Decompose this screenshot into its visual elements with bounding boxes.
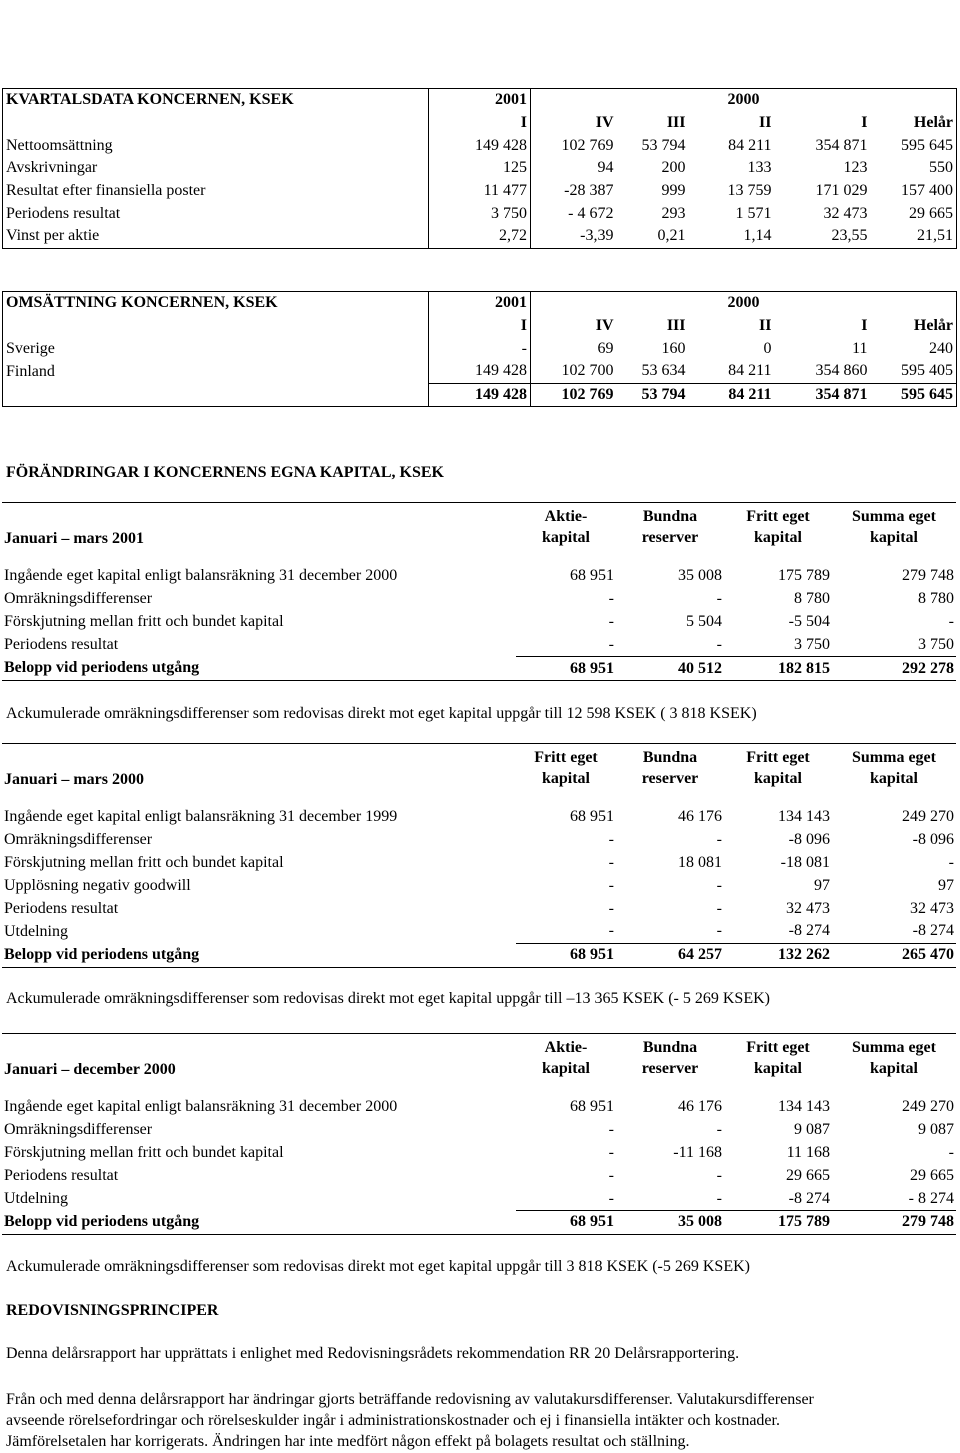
table-row: Omräkningsdifferenser - - -8 096 -8 096 — [4, 831, 954, 849]
quarter-header: Helår — [871, 112, 957, 135]
year-2000: 2000 — [531, 89, 957, 112]
period-heading: Januari – mars 2000 — [4, 771, 144, 788]
period-heading: Januari – mars 2001 — [4, 530, 144, 547]
note-text: Ackumulerade omräkningsdifferenser som redovisas direkt mot eget kapital uppgår till –13 365 KSEK (- 5 269 KSEK) — [6, 990, 770, 1007]
quarter-header: II — [759, 317, 772, 335]
table-row: Förskjutning mellan fritt och bundet kapital - 5 504 -5 504 - — [4, 612, 954, 630]
table-row: Periodens resultat 3 750 - 4 672 293 1 571 32 473 29 665 — [3, 202, 957, 225]
table-row: Nettoomsättning 149 428 102 769 53 794 84 211 354 871 595 645 — [3, 134, 957, 157]
period-heading: Januari – december 2000 — [4, 1061, 176, 1078]
table-row: Sverige - 69 160 0 11 240 — [3, 337, 957, 360]
table-row: Förskjutning mellan fritt och bundet kapital - 18 081 -18 081 - — [4, 853, 954, 871]
column-header: Aktie- kapital — [541, 508, 590, 546]
table-row-total: Belopp vid periodens utgång 68 951 35 008 175 789 279 748 — [2, 1210, 956, 1234]
table-row: Förskjutning mellan fritt och bundet kapital - -11 168 11 168 - — [4, 1143, 954, 1161]
note-text: Ackumulerade omräkningsdifferenser som redovisas direkt mot eget kapital uppgår till 12 598 KSEK ( 3 818 KSEK) — [6, 705, 757, 722]
quarter-header: IV — [595, 317, 614, 335]
kvartalsdata-title: KVARTALSDATA KONCERNEN, KSEK — [3, 89, 429, 112]
quarter-header: IV — [595, 114, 614, 132]
quarter-header: III — [666, 114, 686, 132]
table-row: Periodens resultat - - 29 665 29 665 — [4, 1166, 954, 1184]
equity-table-q1-2000 — [2, 744, 956, 968]
kvartalsdata-table — [2, 88, 957, 249]
omsattning-title: OMSÄTTNING KONCERNEN, KSEK — [3, 292, 429, 315]
quarter-header: I — [861, 317, 868, 335]
quarter-header: Helår — [871, 315, 957, 338]
paragraph-line: avseende rörelsefordringar och rörelseskulder ingår i administrationskostnader och ej i finansiella intäkter och kostnader. — [6, 1412, 780, 1429]
section-heading: REDOVISNINGSPRINCIPER — [6, 1302, 219, 1319]
equity-table-full-2000 — [2, 1034, 956, 1235]
year-2001: 2001 — [429, 89, 531, 112]
note-text: Ackumulerade omräkningsdifferenser som redovisas direkt mot eget kapital uppgår till 3 818 KSEK (-5 269 KSEK) — [6, 1258, 750, 1275]
table-row: Finland 149 428 102 700 53 634 84 211 354 860 595 405 — [3, 360, 957, 383]
forandringar-title: FÖRÄNDRINGAR I KONCERNENS EGNA KAPITAL, KSEK — [6, 464, 444, 481]
table-row: Avskrivningar 125 94 200 133 123 550 — [3, 157, 957, 180]
column-header: Fritt eget kapital — [746, 508, 810, 546]
table-row: Omräkningsdifferenser - - 9 087 9 087 — [4, 1121, 954, 1139]
column-header: Summa eget kapital — [852, 749, 936, 787]
table-row: Utdelning - - -8 274 - 8 274 — [2, 1187, 956, 1210]
quarter-header: I — [429, 315, 531, 338]
quarter-header: II — [759, 114, 772, 132]
column-header: Summa eget kapital — [852, 1039, 936, 1077]
table-row: Ingående eget kapital enligt balansräkning 31 december 2000 68 951 35 008 175 789 279 748 — [4, 567, 954, 585]
paragraph-line: Från och med denna delårsrapport har ändringar gjorts beträffande redovisning av valutakursdifferenser. Valutakursdifferenser — [6, 1391, 814, 1408]
table-row: Omräkningsdifferenser - - 8 780 8 780 — [4, 590, 954, 608]
table-row-total: Belopp vid periodens utgång 68 951 40 512 182 815 292 278 — [2, 657, 956, 681]
table-row: Upplösning negativ goodwill - - 97 97 — [4, 876, 954, 894]
table-row: Ingående eget kapital enligt balansräkning 31 december 1999 68 951 46 176 134 143 249 270 — [4, 808, 954, 826]
column-header: Fritt eget kapital — [534, 749, 598, 787]
column-header: Bundna reserver — [641, 508, 699, 546]
quarter-header: I — [861, 114, 868, 132]
paragraph — [6, 1389, 814, 1452]
column-header: Aktie- kapital — [541, 1039, 590, 1077]
table-row: Ingående eget kapital enligt balansräkning 31 december 2000 68 951 46 176 134 143 249 270 — [4, 1098, 954, 1116]
year-2001: 2001 — [429, 292, 531, 315]
paragraph: Denna delårsrapport har upprättats i enlighet med Redovisningsrådets rekommendation RR 20 Delårsrapportering. — [6, 1345, 740, 1362]
year-2000: 2000 — [531, 292, 957, 315]
table-row: Periodens resultat - - 3 750 3 750 — [2, 633, 956, 656]
quarter-header: I — [429, 112, 531, 135]
column-header: Bundna reserver — [641, 749, 699, 787]
equity-table-q1-2001 — [2, 503, 956, 681]
column-header: Fritt eget kapital — [746, 749, 810, 787]
table-row-total: Belopp vid periodens utgång 68 951 64 257 132 262 265 470 — [2, 943, 956, 967]
omsattning-table — [2, 291, 957, 407]
table-row: Periodens resultat - - 32 473 32 473 — [4, 899, 954, 917]
column-header: Summa eget kapital — [852, 508, 936, 546]
column-header: Bundna reserver — [641, 1039, 699, 1077]
paragraph-line: Jämförelsetalen har korrigerats. Ändringen har inte medfört någon effekt på bolagets resultat och ställning. — [6, 1433, 690, 1450]
table-row: Utdelning - - -8 274 -8 274 — [2, 920, 956, 943]
table-row: Resultat efter finansiella poster 11 477 -28 387 999 13 759 171 029 157 400 — [3, 180, 957, 203]
table-row-total: 149 428 102 769 53 794 84 211 354 871 595 645 — [3, 383, 957, 407]
table-row: Vinst per aktie 2,72 -3,39 0,21 1,14 23,55 21,51 — [3, 225, 957, 248]
column-header: Fritt eget kapital — [746, 1039, 810, 1077]
quarter-header: III — [666, 317, 686, 335]
